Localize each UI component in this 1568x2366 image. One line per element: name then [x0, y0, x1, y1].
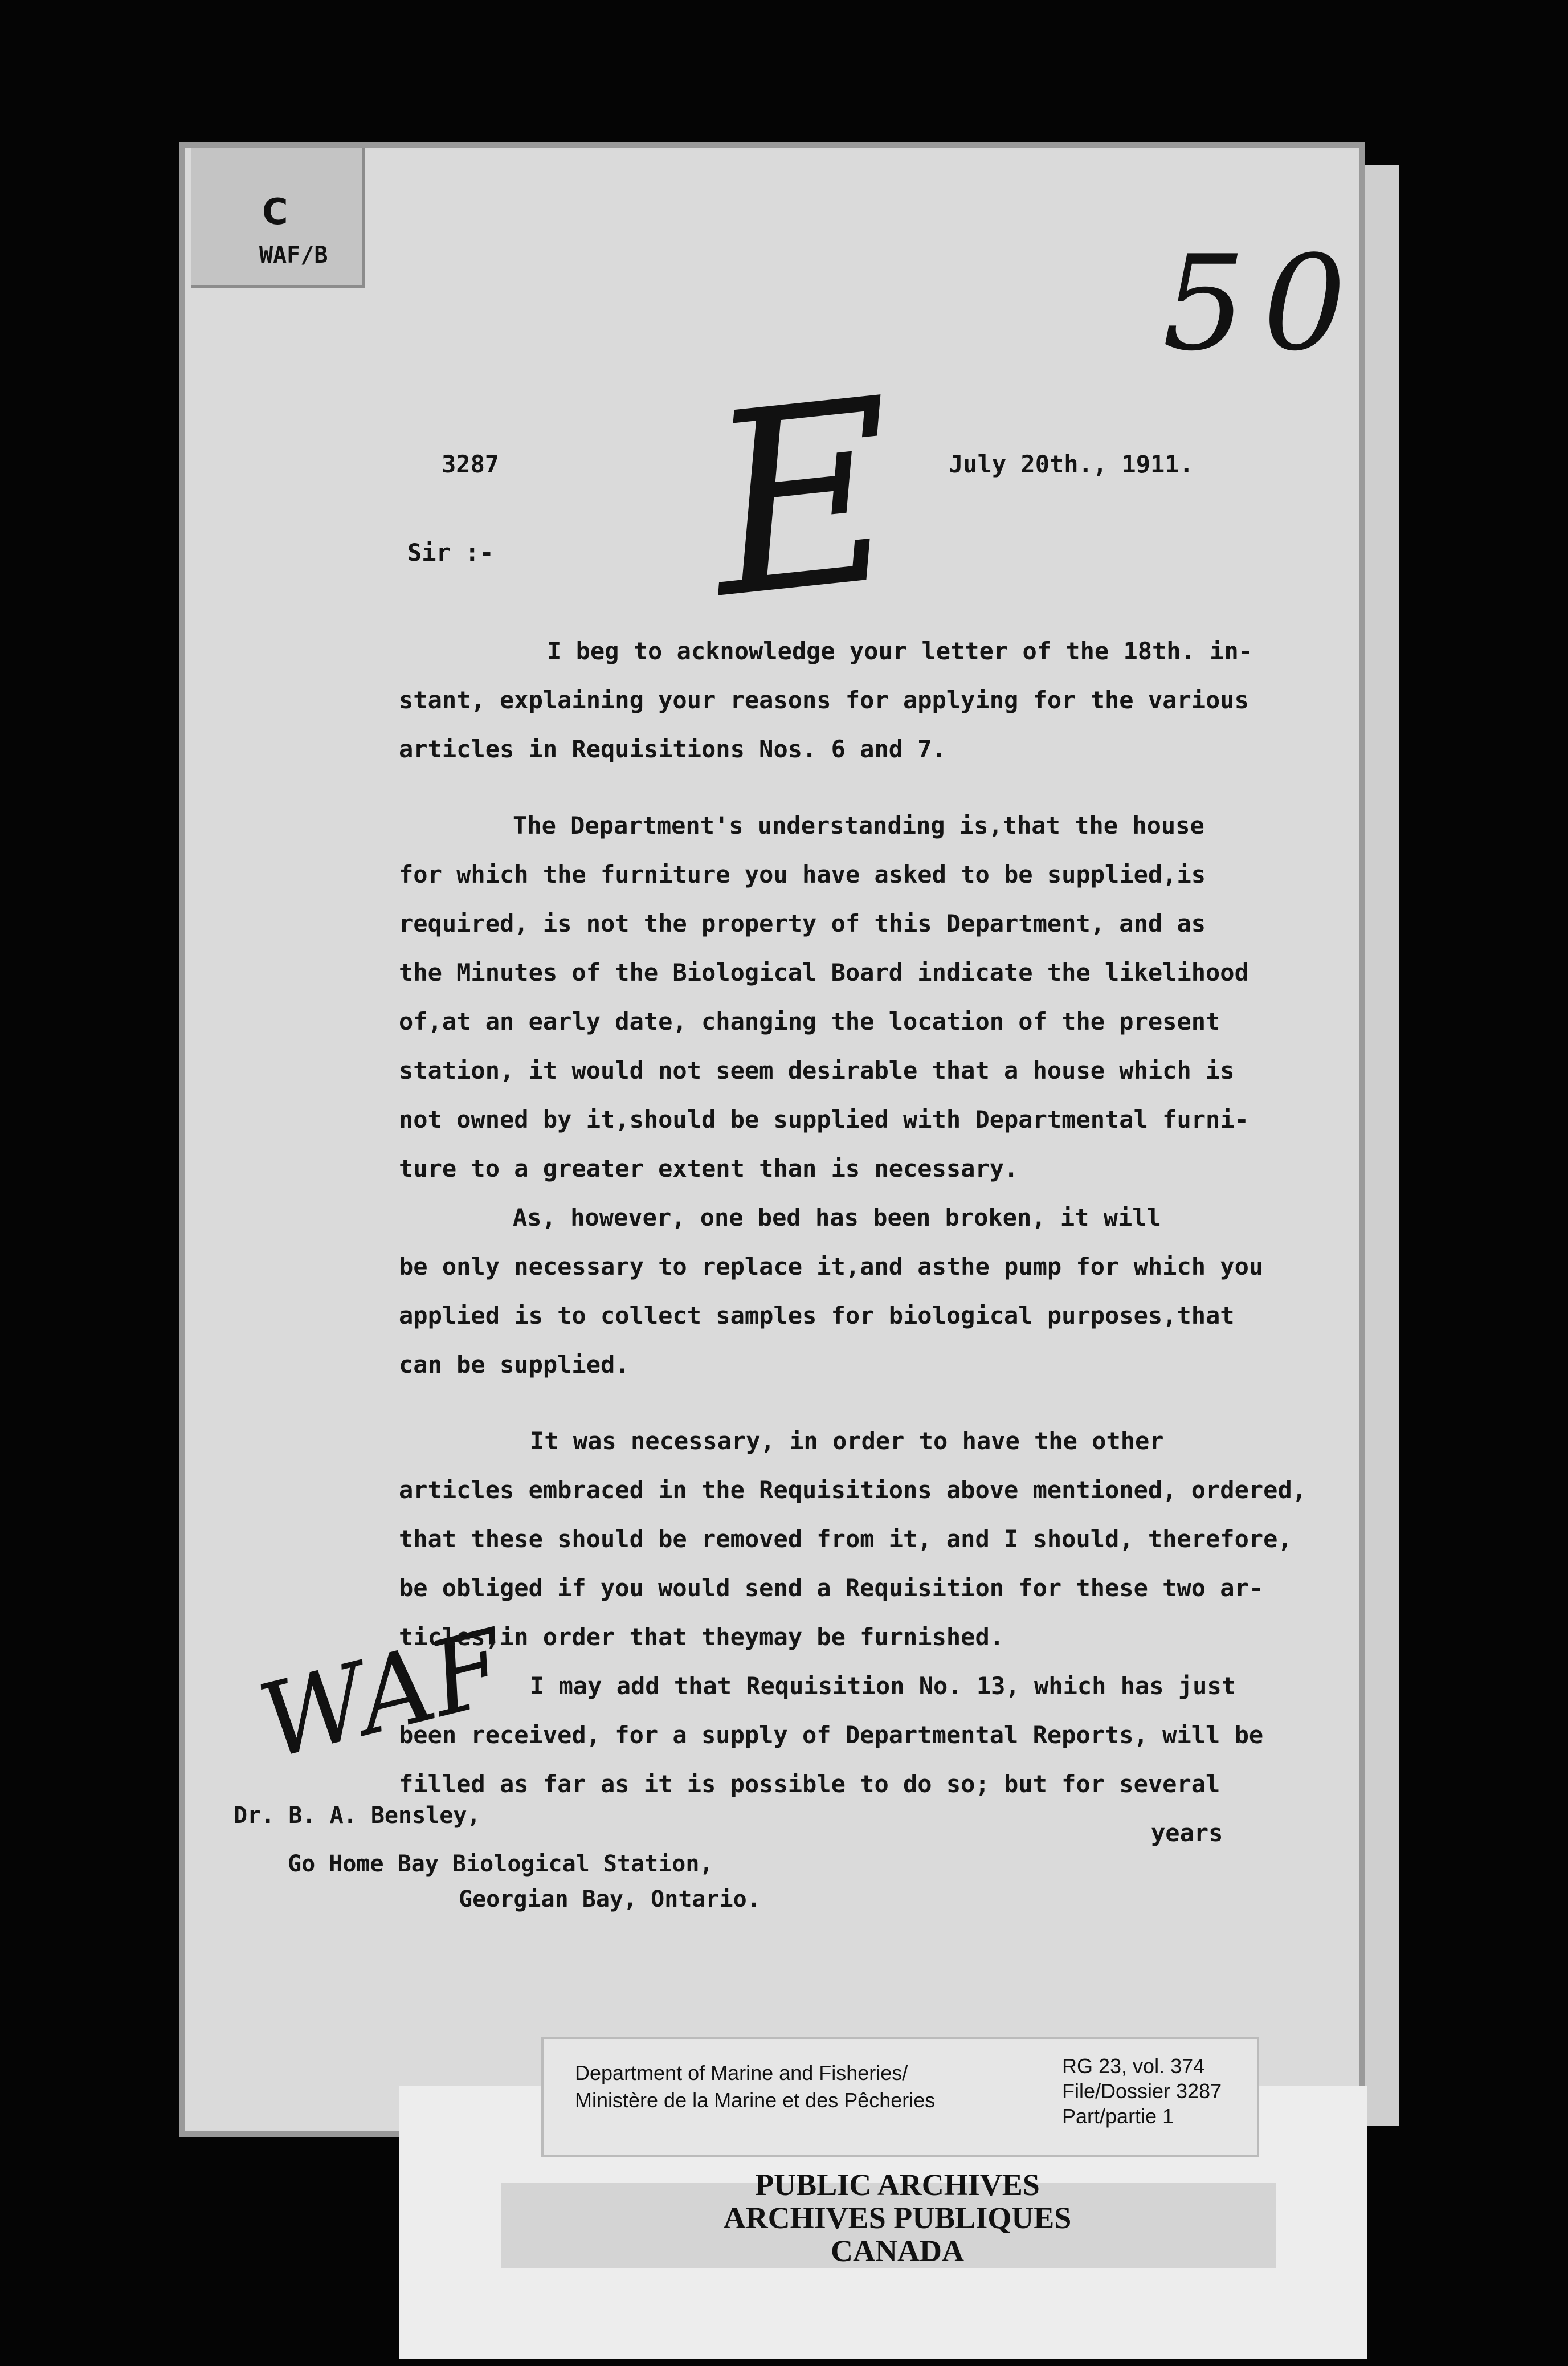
department-french: Ministère de la Marine et des Pêcheries [575, 2088, 936, 2112]
addressee-name: Dr. B. A. Bensley, [234, 1802, 481, 1829]
body-line: be only necessary to replace it,and asthe pump for which you [399, 1253, 1264, 1280]
body-line: of,at an early date, changing the location of the present [399, 1007, 1220, 1035]
archive-reference-label [541, 2037, 1259, 2157]
body-line: articles embraced in the Requisitions above mentioned, ordered, [399, 1476, 1307, 1504]
body-line: been received, for a supply of Departmental Reports, will be [399, 1721, 1264, 1749]
body-line: I may add that Requisition No. 13, which has just [530, 1672, 1236, 1700]
body-line: the Minutes of the Biological Board indicate the likelihood [399, 958, 1249, 986]
address-line-2: Georgian Bay, Ontario. [459, 1886, 761, 1912]
body-line: that these should be removed from it, and I should, therefore, [399, 1525, 1292, 1553]
body-line: ticles,in order that theymay be furnished. [399, 1623, 1004, 1651]
body-line: stant, explaining your reasons for applying for the various [399, 686, 1249, 714]
stamp-line-1: PUBLIC ARCHIVES [755, 2168, 1040, 2202]
public-archives-stamp [672, 2168, 1122, 2294]
body-line: be obliged if you would send a Requisition for these two ar- [399, 1574, 1264, 1602]
body-line: applied is to collect samples for biological purposes,that [399, 1302, 1235, 1329]
part-partie: Part/partie 1 [1062, 2104, 1174, 2128]
body-line: filled as far as it is possible to do so; but for several [399, 1770, 1220, 1798]
body-line: It was necessary, in order to have the other [530, 1427, 1164, 1455]
corner-reference: WAF/B [259, 242, 328, 268]
body-line: can be supplied. [399, 1351, 630, 1378]
department-english: Department of Marine and Fisheries/ [575, 2061, 908, 2084]
stamp-line-2: ARCHIVES PUBLIQUES [723, 2201, 1072, 2235]
salutation: Sir :- [407, 539, 494, 566]
handwritten-letter-mark: E [697, 344, 910, 654]
address-line-1: Go Home Bay Biological Station, [288, 1851, 713, 1877]
record-group: RG 23, vol. 374 [1062, 2054, 1205, 2078]
paragraph-gap [399, 1389, 1310, 1417]
handwritten-signature: WAF [248, 1607, 516, 1783]
body-line: not owned by it,should be supplied with Departmental furni- [399, 1106, 1249, 1133]
letter-body [399, 627, 1310, 1858]
body-line: station, it would not seem desirable that a house which is [399, 1056, 1235, 1084]
body-line: years [1151, 1819, 1223, 1847]
body-line: The Department's understanding is,that the house [513, 811, 1204, 839]
handwritten-page-number: 50 [1162, 228, 1363, 380]
file-dossier: File/Dossier 3287 [1062, 2079, 1222, 2103]
stamp-line-3: CANADA [831, 2234, 964, 2268]
letter-date: July 20th., 1911. [949, 450, 1194, 478]
body-line: for which the furniture you have asked to be supplied,is [399, 860, 1206, 888]
body-line: ture to a greater extent than is necessary. [399, 1155, 1019, 1182]
paragraph-gap [399, 774, 1310, 801]
corner-mark: C [262, 191, 288, 232]
body-line: As, however, one bed has been broken, it will [513, 1204, 1161, 1231]
body-line: I beg to acknowledge your letter of the 18th. in- [547, 637, 1253, 665]
body-line: articles in Requisitions Nos. 6 and 7. [399, 735, 946, 763]
file-number: 3287 [442, 450, 500, 478]
body-line: required, is not the property of this Department, and as [399, 909, 1206, 937]
